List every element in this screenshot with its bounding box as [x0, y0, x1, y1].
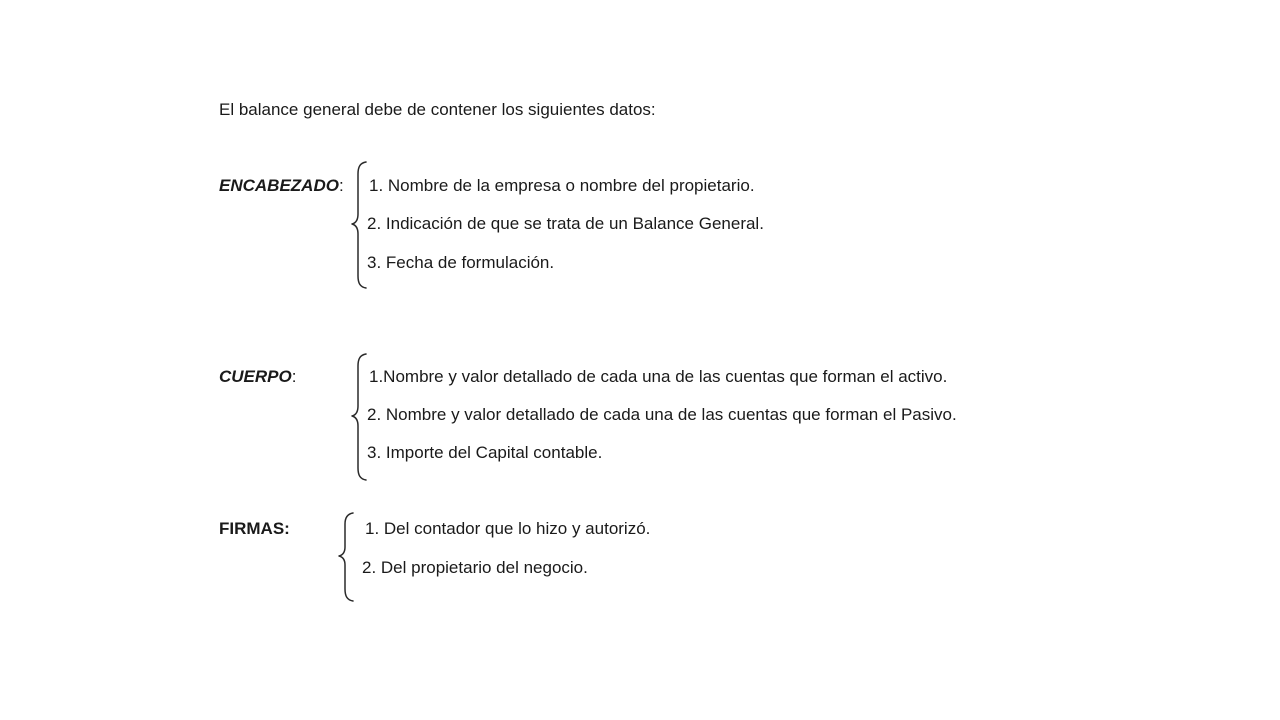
encabezado-label: ENCABEZADO — [219, 176, 339, 195]
brace-firmas — [335, 511, 357, 603]
section-label-encabezado — [219, 176, 344, 196]
encabezado-colon: : — [338, 176, 344, 195]
encabezado-item-2: 2. Indicación de que se trata de un Balance General. — [367, 214, 764, 233]
cuerpo-label: CUERPO — [219, 367, 292, 386]
encabezado-item-3: 3. Fecha de formulación. — [367, 253, 555, 272]
cuerpo-colon: : — [291, 367, 297, 386]
firmas-item-2: 2. Del propietario del negocio. — [362, 558, 588, 577]
cuerpo-item-3: 3. Importe del Capital contable. — [367, 443, 603, 462]
encabezado-item-1: 1. Nombre de la empresa o nombre del propietario. — [369, 176, 755, 195]
cuerpo-item-2: 2. Nombre y valor detallado de cada una de las cuentas que forman el Pasivo. — [367, 405, 957, 424]
intro-text: El balance general debe de contener los siguientes datos: — [219, 100, 656, 119]
section-label-cuerpo — [219, 367, 296, 387]
firmas-label: FIRMAS: — [219, 519, 290, 538]
firmas-item-1: 1. Del contador que lo hizo y autorizó. — [365, 519, 651, 538]
cuerpo-item-1: 1.Nombre y valor detallado de cada una de las cuentas que forman el activo. — [369, 367, 948, 386]
section-label-firmas — [219, 519, 290, 539]
